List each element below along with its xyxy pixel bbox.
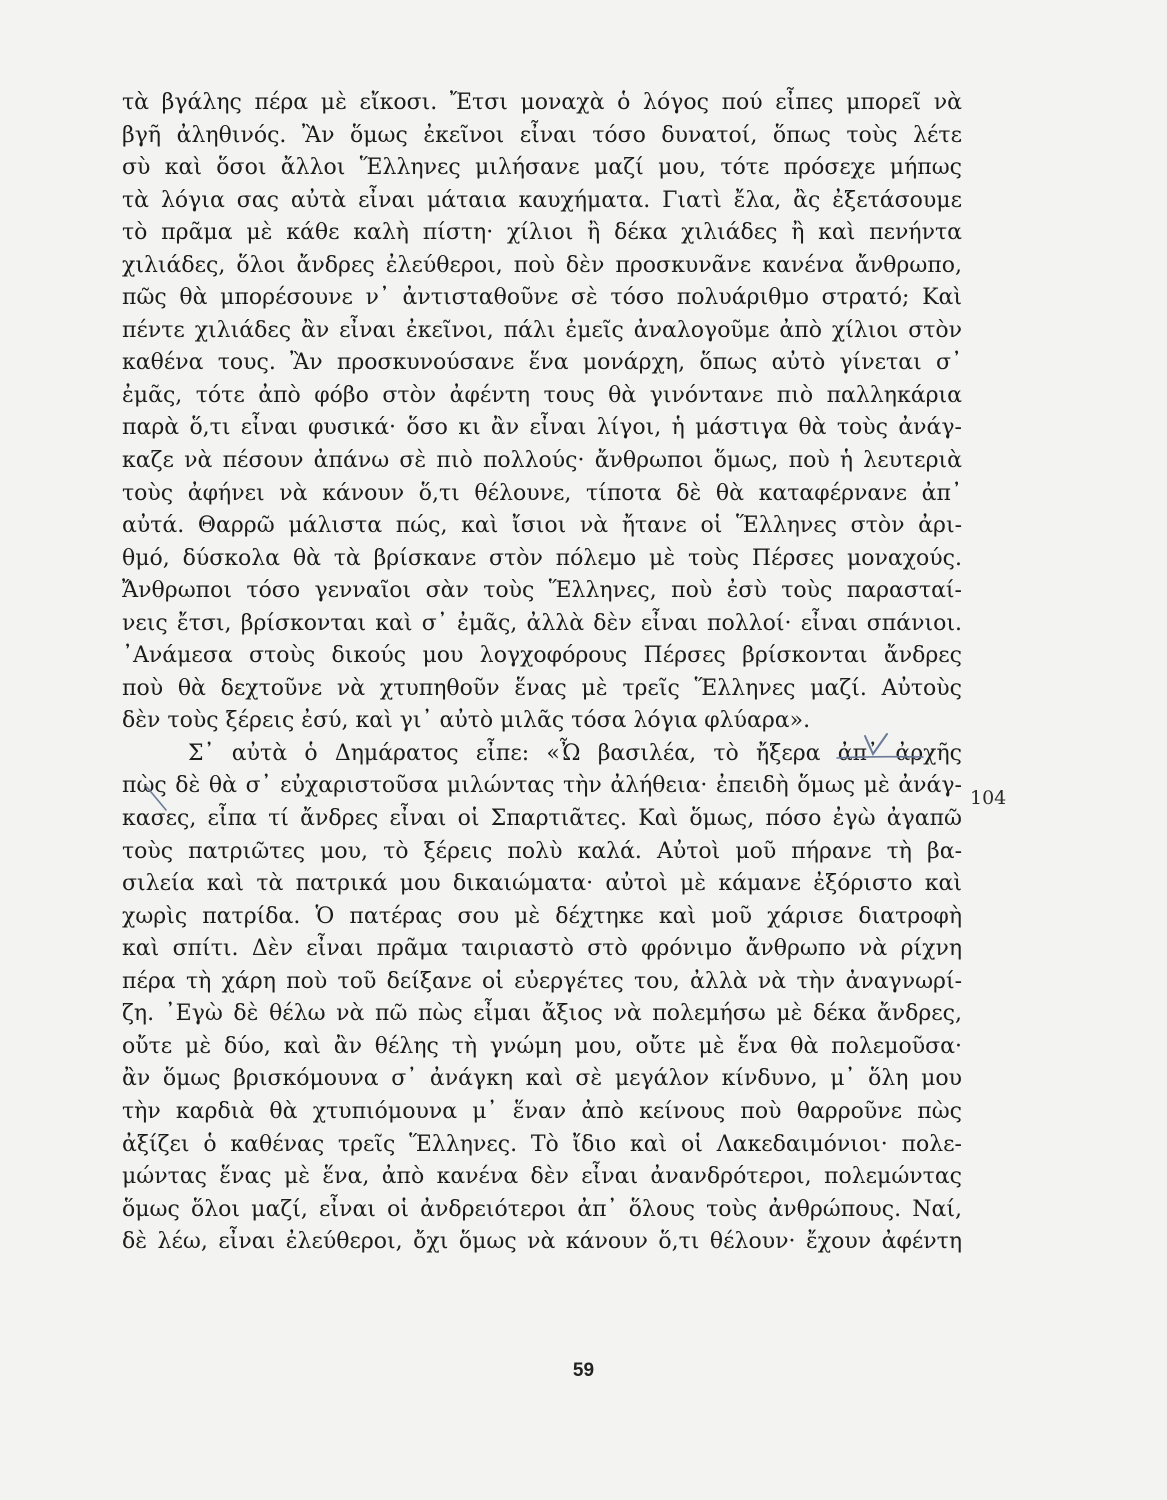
text-line: ποὺ θὰ δεχτοῦνε νὰ χτυπηθοῦν ἕνας μὲ τρεῖς Ἕλληνες μαζί. Αὐτοὺς: [122, 675, 962, 701]
text-line: καὶ σπίτι. Δὲν εἶναι πρᾶμα ταιριαστὸ στὸ φρόνιμο ἄνθρωπο νὰ ρίχνη: [122, 936, 962, 962]
text-line: θμό, δύσκολα θὰ τὰ βρίσκανε στὸν πόλεμο μὲ τοὺς Πέρσες μοναχούς.: [122, 545, 962, 571]
text-line: σιλεία καὶ τὰ πατρικά μου δικαιώματα· αὐτοὶ μὲ κάμανε ἐξόριστο καὶ: [122, 871, 962, 897]
text-line: μώντας ἕνας μὲ ἕνα, ἀπὸ κανένα δὲν εἶναι ἀνανδρότεροι, πολεμώντας: [122, 1164, 962, 1190]
text-line: κασες, εἶπα τί ἄνδρες εἶναι οἱ Σπαρτιᾶτες. Καὶ ὅμως, πόσο ἐγὼ ἀγαπῶ: [122, 806, 962, 832]
text-line: ἀξίζει ὁ καθένας τρεῖς Ἕλληνες. Τὸ ἴδιο καὶ οἱ Λακεδαιμόνιοι· πολε-: [122, 1131, 962, 1157]
text-line: πέρα τὴ χάρη ποὺ τοῦ δείξανε οἱ εὐεργέτες του, ἀλλὰ νὰ τὴν ἀναγνωρί-: [122, 968, 962, 994]
text-line: καζε νὰ πέσουν ἀπάνω σὲ πιὸ πολλούς· ἄνθρωποι ὅμως, ποὺ ἡ λευτεριὰ: [122, 448, 962, 474]
text-line: χιλιάδες, ὅλοι ἄνδρες ἐλεύθεροι, ποὺ δὲν προσκυνᾶνε κανένα ἄνθρωπο,: [122, 252, 962, 278]
text-line: τοὺς πατριῶτες μου, τὸ ξέρεις πολὺ καλά. Αὐτοὶ μοῦ πήρανε τὴ βα-: [122, 838, 962, 864]
text-line: καθένα τους. Ἂν προσκυνούσανε ἕνα μονάρχη, ὅπως αὐτὸ γίνεται σ᾽: [122, 350, 962, 376]
text-line: ζη. ᾽Εγὼ δὲ θέλω νὰ πῶ πὼς εἶμαι ἄξιος νὰ πολεμήσω μὲ δέκα ἄνδρες,: [122, 1001, 962, 1027]
text-line: νεις ἔτσι, βρίσκονται καὶ σ᾽ ἐμᾶς, ἀλλὰ δὲν εἶναι πολλοί· εἶναι σπάνιοι.: [122, 610, 962, 636]
text-line: αὐτά. Θαρρῶ μάλιστα πώς, καὶ ἴσιοι νὰ ἤτανε οἱ Ἕλληνες στὸν ἀρι-: [122, 513, 962, 539]
body-text: [122, 87, 962, 1259]
text-line: τὴν καρδιὰ θὰ χτυπιόμουνα μ᾽ ἕναν ἀπὸ κείνους ποὺ θαρροῦνε πὼς: [122, 1098, 962, 1124]
pencil-margin-stroke-icon: [140, 780, 180, 820]
text-line: πῶς θὰ μπορέσουνε ν᾽ ἀντισταθοῦνε σὲ τόσο πολυάριθμο στρατό; Καὶ: [122, 285, 962, 311]
text-line: ᾽Ανάμεσα στοὺς δικούς μου λογχοφόρους Πέρσες βρίσκονται ἄνδρες: [122, 643, 962, 669]
margin-reference-number: 104: [970, 787, 1007, 809]
paragraph-start-line: Σ᾽ αὐτὰ ὁ Δημάρατος εἶπε: «Ὦ βασιλέα, τὸ ἤξερα ἀπ᾽ ἀρχῆς: [188, 740, 962, 766]
text-line: πέντε χιλιάδες ἂν εἶναι ἐκεῖνοι, πάλι ἐμεῖς ἀναλογοῦμε ἀπὸ χίλιοι στὸν: [122, 317, 962, 343]
text-line: παρὰ ὅ,τι εἶναι φυσικά· ὅσο κι ἂν εἶναι λίγοι, ἡ μάστιγα θὰ τοὺς ἀνάγ-: [122, 415, 962, 441]
text-line: δὲ λέω, εἶναι ἐλεύθεροι, ὄχι ὅμως νὰ κάνουν ὅ,τι θέλουν· ἔχουν ἀφέντη: [122, 1229, 962, 1255]
text-line: ἂν ὅμως βρισκόμουνα σ᾽ ἀνάγκη καὶ σὲ μεγάλον κίνδυνο, μ᾽ ὅλη μου: [122, 1066, 962, 1092]
text-line: τὰ βγάλης πέρα μὲ εἴκοσι. Ἔτσι μοναχὰ ὁ λόγος πού εἶπες μπορεῖ νὰ: [122, 90, 962, 115]
text-line: τοὺς ἀφήνει νὰ κάνουν ὅ,τι θέλουνε, τίποτα δὲ θὰ καταφέρνανε ἀπ᾽: [122, 480, 962, 506]
text-line: ἐμᾶς, τότε ἀπὸ φόβο στὸν ἀφέντη τους θὰ γινόντανε πιὸ παλληκάρια: [122, 382, 962, 408]
text-line: σὺ καὶ ὅσοι ἄλλοι Ἕλληνες μιλήσανε μαζί μου, τότε πρόσεχε μήπως: [122, 155, 962, 181]
pencil-check-mark-icon: [835, 728, 975, 838]
text-line: οὔτε μὲ δύο, καὶ ἂν θέλης τὴ γνώμη μου, οὔτε μὲ ἕνα θὰ πολεμοῦσα·: [122, 1033, 962, 1059]
text-line: βγῆ ἀληθινός. Ἂν ὅμως ἐκεῖνοι εἶναι τόσο δυνατοί, ὅπως τοὺς λέτε: [122, 122, 962, 148]
text-line: Ἄνθρωποι τόσο γενναῖοι σὰν τοὺς Ἕλληνες, ποὺ ἐσὺ τοὺς παρασταί-: [122, 578, 962, 604]
text-line: τὸ πρᾶμα μὲ κάθε καλὴ πίστη· χίλιοι ἢ δέκα χιλιάδες ἢ καὶ πενήντα: [122, 220, 962, 246]
text-line: χωρὶς πατρίδα. Ὁ πατέρας σου μὲ δέχτηκε καὶ μοῦ χάρισε διατροφὴ: [122, 903, 962, 929]
text-line: ὅμως ὅλοι μαζί, εἶναι οἱ ἀνδρειότεροι ἀπ᾽ ὅλους τοὺς ἀνθρώπους. Ναί,: [122, 1196, 962, 1222]
page-number: 59: [572, 1360, 595, 1381]
text-line: δὲν τοὺς ξέρεις ἐσύ, καὶ γι᾽ αὐτὸ μιλᾶς τόσα λόγια φλύαρα».: [122, 708, 811, 734]
text-line: πὼς δὲ θὰ σ᾽ εὐχαριστοῦσα μιλώντας τὴν ἀλήθεια· ἐπειδὴ ὅμως μὲ ἀνάγ-: [122, 773, 962, 799]
text-line: τὰ λόγια σας αὐτὰ εἶναι μάταια καυχήματα. Γιατὶ ἔλα, ἂς ἐξετάσουμε: [122, 187, 962, 213]
